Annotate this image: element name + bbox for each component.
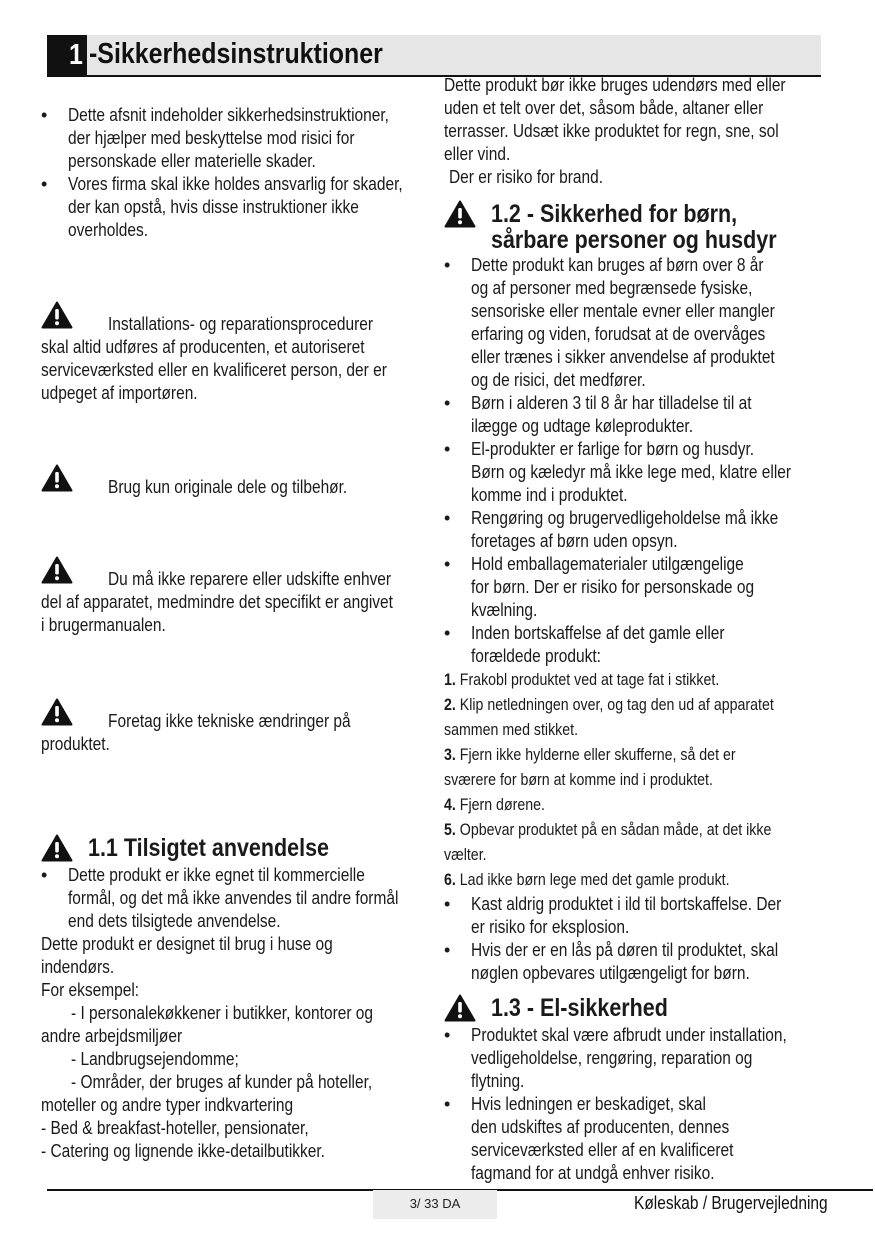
step-item: 5. Opbevar produktet på en sådan måde, at det ikke — [444, 821, 772, 839]
warning-icon — [41, 301, 73, 329]
warning-icon — [444, 200, 476, 228]
list-item: • Vores firma skal ikke holdes ansvarlig for skader, der kan opstå, hvis disse instruktioner ikke overholdes. — [41, 173, 431, 242]
list-item: • Hvis der er en lås på døren til produktet, skal nøglen opbevares utilgængeligt for børn. — [444, 939, 844, 985]
step-item-continued: sammen med stikket. — [444, 721, 579, 739]
section-1-3-bullets — [444, 1024, 844, 1185]
list-item: • Hold emballagematerialer utilgængelige for børn. Der er risiko for personskade og kvælning. — [444, 553, 844, 622]
warning-icon — [41, 556, 73, 584]
section-1-2-bullets — [444, 254, 844, 668]
list-item: • Dette produkt er ikke egnet til kommercielle formål, og det må ikke anvendes til andre formål end dets tilsigtede anvendelse. — [41, 864, 431, 933]
step-item: 6. Lad ikke børn lege med det gamle produkt. — [444, 871, 730, 889]
step-item-continued: vælter. — [444, 846, 487, 864]
page-number-box — [373, 1190, 497, 1219]
list-item: • Produktet skal være afbrudt under installation, vedligeholdelse, rengøring, reparation og flytning. — [444, 1024, 844, 1093]
list-item: • Rengøring og brugervedligeholdelse må ikke foretages af børn uden opsyn. — [444, 507, 844, 553]
warning-no-repair: Du må ikke reparere eller udskifte enhver del af apparatet, medmindre det specifikt er angivet i brugermanualen. — [41, 568, 431, 637]
section-1-2-bullets-after — [444, 893, 844, 985]
list-item: • El-produkter er farlige for børn og husdyr. Børn og kæledyr må ikke lege med, klatre eller komme ind i produktet. — [444, 438, 844, 507]
section-number: 1 — [68, 39, 83, 71]
step-item: 3. Fjern ikke hylderne eller skufferne, så det er — [444, 746, 736, 764]
list-item: • Dette afsnit indeholder sikkerhedsinstruktioner, der hjælper med beskyttelse mod risici for personskade eller materielle skader. — [41, 104, 431, 173]
intro-bullets — [41, 104, 431, 242]
section-1-1-heading: 1.1 Tilsigtet anvendelse — [41, 834, 431, 864]
disposal-steps — [444, 668, 844, 893]
right-column — [444, 74, 844, 1185]
warning-icon — [41, 834, 73, 862]
list-item: • Hvis ledningen er beskadiget, skal den udskiftes af producenten, dennes serviceværksted eller af en kvalificeret fagmand for at undgå enhver risiko. — [444, 1093, 844, 1185]
step-item-continued: sværere for børn at komme ind i produktet. — [444, 771, 713, 789]
list-item: • Inden bortskaffelse af det gamle eller forældede produkt: — [444, 622, 844, 668]
page-title: -Sikkerhedsinstruktioner — [89, 38, 383, 70]
page-number: 3/ 33 DA — [409, 1196, 461, 1211]
outdoor-warning-text: Dette produkt bør ikke bruges udendørs med eller uden et telt over det, såsom både, altaner eller terrasser. Udsæt ikke produktet for regn, sne, sol eller vind. Der er risiko for brand. — [444, 75, 786, 187]
list-item: • Børn i alderen 3 til 8 år har tilladelse til at ilægge og udtage køleprodukter. — [444, 392, 844, 438]
section-1-1-body: Dette produkt er designet til brug i huse og indendørs. For eksempel: - I personalekøkkener i butikker, kontorer og andre arbejdsmiljøer - Landbrugsejendomme; - Områder, der bruges af kunder på hoteller, moteller og andre typer indkvartering - Bed & breakfast-hoteller, pensionater, - Catering og lignende ikke-detailbutikker. — [41, 934, 374, 1161]
warning-icon — [444, 994, 476, 1022]
warning-original-parts: Brug kun originale dele og tilbehør. — [41, 476, 431, 499]
step-item: 2. Klip netledningen over, og tag den ud af apparatet — [444, 696, 774, 714]
list-item: • Kast aldrig produktet i ild til bortskaffelse. Der er risiko for eksplosion. — [444, 893, 844, 939]
footer-document-title: Køleskab / Brugervejledning — [634, 1193, 828, 1213]
list-item: • Dette produkt kan bruges af børn over 8 år og af personer med begrænsede fysiske, sensoriske eller mentale evner eller mangler erfaring og viden, forudsat at de overvåges eller trænes i sikker anvendelse af produktet og de risici, det medfører. — [444, 254, 844, 392]
warning-no-modification: Foretag ikke tekniske ændringer på produktet. — [41, 710, 431, 756]
warning-icon — [41, 698, 73, 726]
step-item: 4. Fjern dørene. — [444, 796, 545, 814]
section-1-3-heading: 1.3 - El-sikkerhed — [444, 994, 844, 1024]
section-1-2-heading: 1.2 - Sikkerhed for børn, sårbare personer og husdyr — [444, 200, 844, 254]
warning-icon — [41, 464, 73, 492]
step-item: 1. Frakobl produktet ved at tage fat i stikket. — [444, 671, 720, 689]
warning-installation: Installations- og reparationsprocedurer skal altid udføres af producenten, et autoriseret serviceværksted eller en kvalificeret person, der er udpeget af importøren. — [41, 313, 431, 405]
section-number-box — [47, 35, 87, 76]
left-column — [41, 104, 431, 1163]
